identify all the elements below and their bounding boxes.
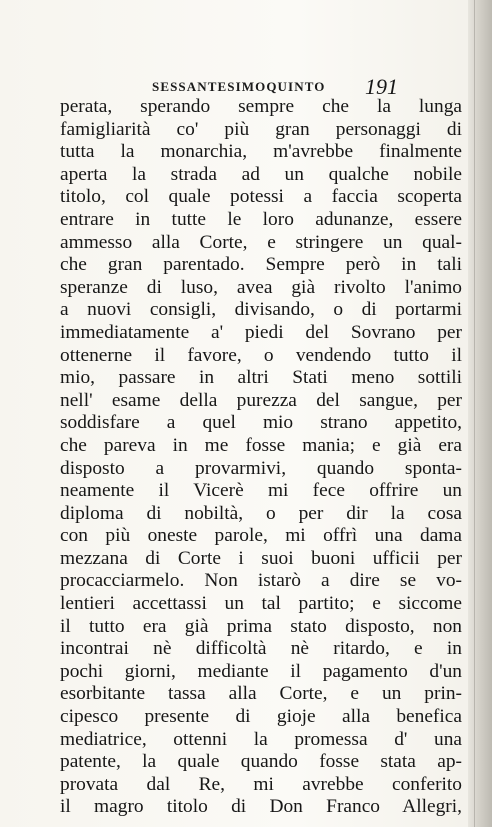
text-line: mezzana di Corte i suoi buoni ufficii per xyxy=(60,547,462,569)
text-line: provata dal Re, mi avrebbe conferito xyxy=(60,773,462,795)
text-line: lentieri accettassi un tal partito; e siccome xyxy=(60,593,462,615)
text-line: il tutto era già prima stato disposto, non xyxy=(60,615,462,637)
text-line: speranze di luso, avea già rivolto l'animo xyxy=(60,276,462,298)
text-line: soddisfare a quel mio strano appetito, xyxy=(60,412,462,434)
text-line: incontrai nè difficoltà nè ritardo, e in xyxy=(60,638,462,660)
text-line: perata, sperando sempre che la lunga xyxy=(60,96,462,117)
text-line: ottenerne il favore, o vendendo tutto il xyxy=(60,344,462,366)
text-line: diploma di nobiltà, o per dir la cosa xyxy=(60,502,462,524)
text-line: procacciarmelo. Non istarò a dire se vo- xyxy=(60,570,462,592)
text-line: titolo, col quale potessi a faccia scoperta xyxy=(60,186,462,208)
text-line: nell' esame della purezza del sangue, per xyxy=(60,389,462,411)
text-line: famigliarità co' più gran personaggi di xyxy=(60,118,462,140)
page-gutter-shadow xyxy=(468,0,492,827)
text-line: il magro titolo di Don Franco Allegri, xyxy=(60,796,462,818)
text-line: pochi giorni, mediante il pagamento d'un xyxy=(60,660,462,682)
text-line: cipesco presente di gioje alla benefica xyxy=(60,706,462,728)
text-line: entrare in tutte le loro adunanze, essere xyxy=(60,208,462,230)
text-line: con più oneste parole, mi offrì una dama xyxy=(60,525,462,547)
body-text xyxy=(60,96,462,819)
text-line: disposto a provarmivi, quando sponta- xyxy=(60,457,462,479)
text-line: mediatrice, ottenni la promessa d' una xyxy=(60,728,462,750)
text-line: patente, la quale quando fosse stata ap- xyxy=(60,751,462,773)
text-line: mio, passare in altri Stati meno sottili xyxy=(60,367,462,389)
text-line: che pareva in me fosse mania; e già era xyxy=(60,434,462,456)
text-line: tutta la monarchia, m'avrebbe finalmente xyxy=(60,141,462,163)
page-header xyxy=(60,74,460,98)
text-line: immediatamente a' piedi del Sovrano per xyxy=(60,321,462,343)
text-line: neamente il Vicerè mi fece offrire un xyxy=(60,480,462,502)
running-title: SESSANTESIMOQUINTO xyxy=(152,79,326,94)
page-number: 191 xyxy=(365,74,398,99)
text-line: aperta la strada ad un qualche nobile xyxy=(60,163,462,185)
text-line: esorbitante tassa alla Corte, e un prin- xyxy=(60,683,462,705)
text-line: che gran parentado. Sempre però in tali xyxy=(60,254,462,276)
text-line: a nuovi consigli, divisando, o di portarmi xyxy=(60,299,462,321)
text-line: ammesso alla Corte, e stringere un qual- xyxy=(60,231,462,253)
